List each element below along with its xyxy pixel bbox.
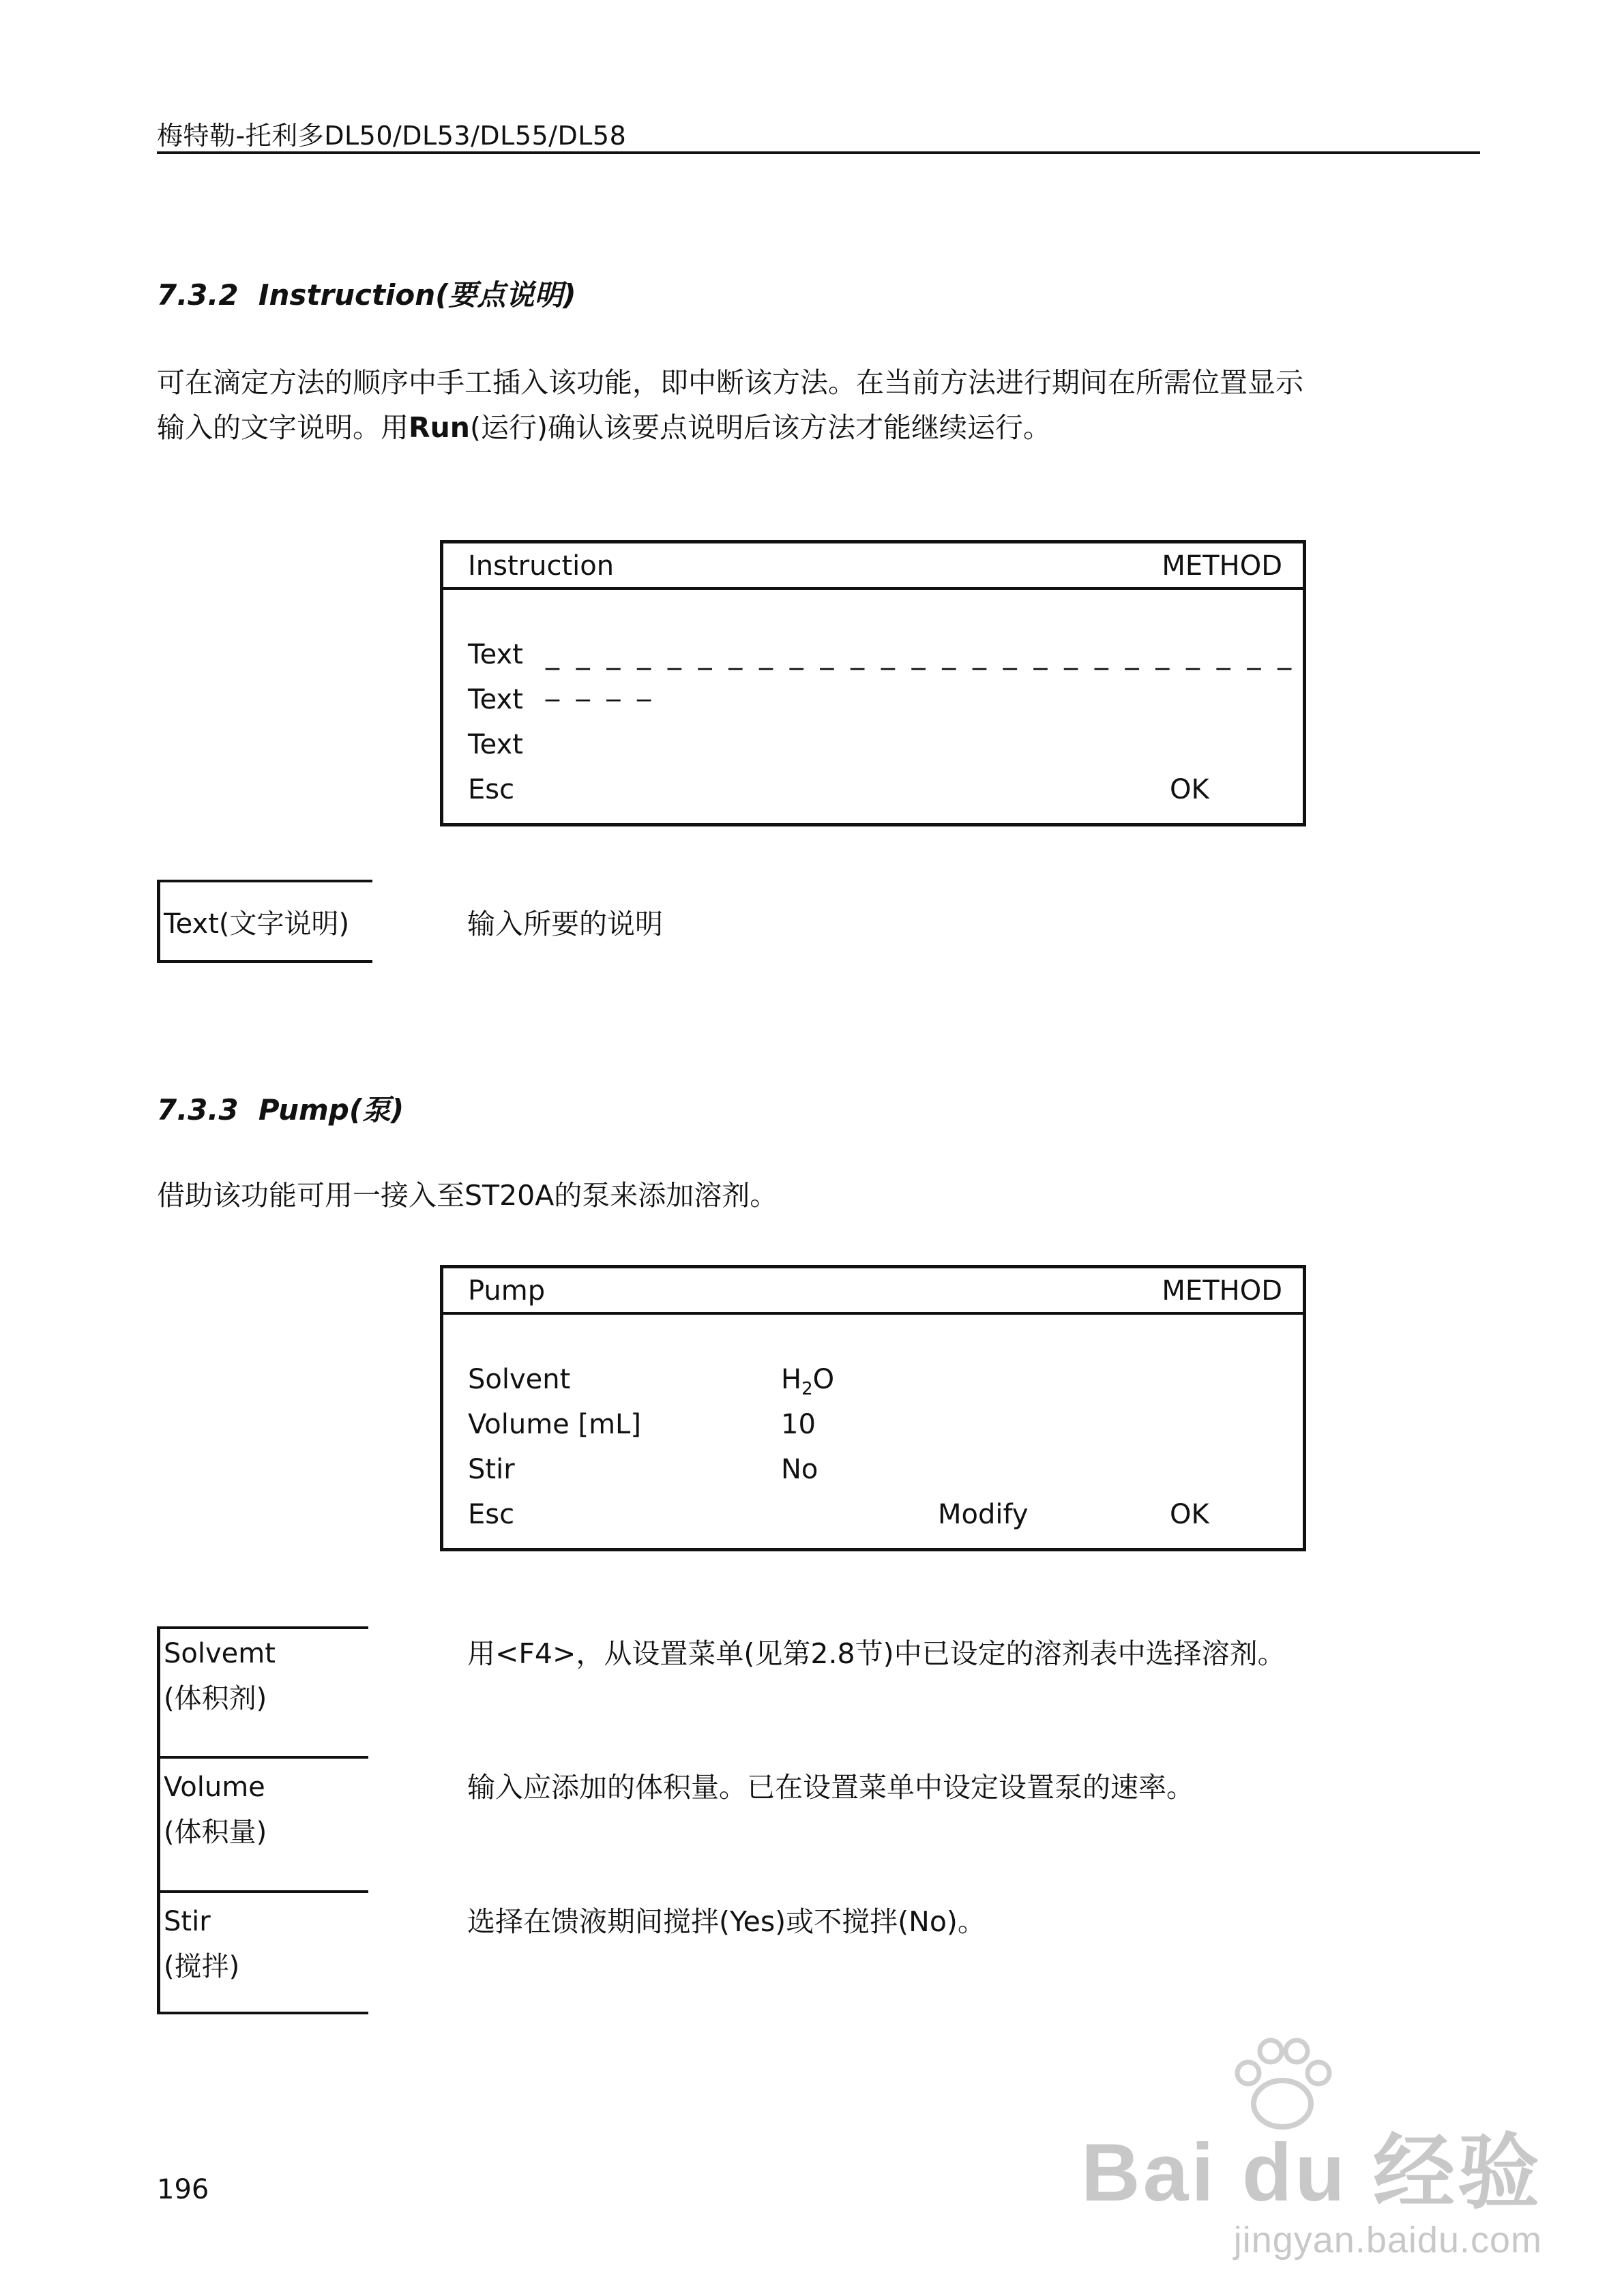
page-number: 196 <box>157 2174 209 2205</box>
section-heading-pump <box>157 1088 404 1129</box>
screen-title: Pump <box>468 1275 546 1307</box>
screen-title-bar <box>443 1268 1303 1315</box>
text-field-label-2: Text <box>468 684 523 715</box>
definition-desc-solvent: 用<F4>，从设置菜单(见第2.8节)中已设定的溶剂表中选择溶剂。 <box>467 1637 1286 1670</box>
definition-rule <box>157 1756 368 1759</box>
header-rule <box>157 151 1480 154</box>
section-number: 7.3.3 <box>157 1093 239 1127</box>
run-key-label: Run <box>409 411 470 444</box>
section-number: 7.3.2 <box>157 278 239 312</box>
running-header: 梅特勒-托利多DL50/DL53/DL55/DL58 <box>157 121 627 151</box>
definition-desc-volume: 输入应添加的体积量。已在设置菜单中设定设置泵的速率。 <box>467 1771 1194 1804</box>
definition-desc-stir: 选择在馈液期间搅拌(Yes)或不搅拌(No)。 <box>467 1905 986 1938</box>
paragraph-line: 可在滴定方法的顺序中手工插入该功能，即中断该方法。在当前方法进行期间在所需位置显示 <box>157 366 1303 399</box>
screen-mode: METHOD <box>1162 1275 1282 1307</box>
instruction-screen <box>440 540 1306 826</box>
definition-term-volume: Volume (体积量) <box>164 1772 267 1848</box>
section-title: Instruction(要点说明) <box>258 278 576 312</box>
stir-label: Stir <box>468 1454 515 1485</box>
volume-label: Volume [mL] <box>468 1409 641 1440</box>
section-heading-instruction <box>157 273 576 314</box>
definition-rule <box>157 1626 368 1629</box>
ok-softkey[interactable]: OK <box>1170 774 1209 805</box>
definition-term-stir: Stir (搅拌) <box>164 1906 240 1982</box>
definition-desc-text: 输入所要的说明 <box>467 908 663 940</box>
instruction-paragraph <box>157 360 1480 450</box>
stir-value[interactable]: No <box>781 1454 818 1485</box>
paw-icon <box>1224 2032 1340 2134</box>
screen-title: Instruction <box>468 550 615 582</box>
screen-title-bar <box>443 543 1303 590</box>
volume-value[interactable]: 10 <box>781 1409 816 1440</box>
watermark-brand: Bai du 经验 <box>1080 2127 1542 2218</box>
esc-softkey[interactable]: Esc <box>468 774 515 805</box>
text-field-label-1: Text <box>468 639 523 670</box>
definition-rule-top <box>157 880 372 882</box>
esc-softkey[interactable]: Esc <box>468 1499 515 1530</box>
section-title: Pump(泵) <box>258 1093 404 1127</box>
solvent-label: Solvent <box>468 1364 571 1395</box>
definition-rule <box>157 2012 368 2014</box>
text-input-line[interactable]: _ _ _ _ _ _ _ _ _ _ _ _ _ _ _ _ _ _ _ _ _ _ _ _ _ _ _ _ _ <box>546 639 1296 702</box>
definition-rule <box>157 1890 368 1893</box>
definition-term-text: Text(文字说明) <box>164 908 350 940</box>
definition-rule-side <box>157 880 160 963</box>
modify-softkey[interactable]: Modify <box>938 1499 1029 1530</box>
definition-term-solvent: Solvemt (体积剂) <box>164 1638 276 1714</box>
ok-softkey[interactable]: OK <box>1170 1499 1209 1530</box>
definition-rule-side <box>157 1626 160 2014</box>
solvent-value[interactable]: $H_2O$ <box>781 1364 835 1399</box>
pump-paragraph: 借助该功能可用一接入至ST20A的泵来添加溶剂。 <box>157 1179 778 1212</box>
definition-rule-bottom <box>157 960 372 963</box>
paragraph-line: 输入的文字说明。用Run(运行)确认该要点说明后该方法才能继续运行。 <box>157 411 1051 444</box>
watermark-url: jingyan.baidu.com <box>1233 2220 1542 2261</box>
pump-screen <box>440 1265 1306 1551</box>
text-field-label-3: Text <box>468 729 523 760</box>
screen-mode: METHOD <box>1162 550 1282 582</box>
baidu-watermark <box>1081 2059 1542 2261</box>
